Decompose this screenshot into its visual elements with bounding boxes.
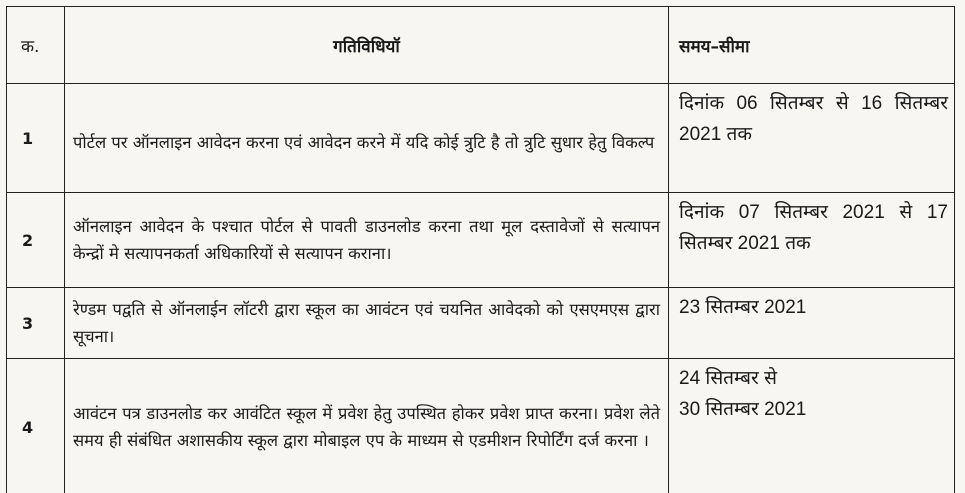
row-time-limit: 23 सितम्बर 2021	[669, 288, 955, 359]
table-row	[7, 288, 955, 359]
row-serial-number: 1	[7, 84, 65, 193]
row-activity: पोर्टल पर ऑनलाइन आवेदन करना एवं आवेदन करने में यदि कोई त्रुटि है तो त्रुटि सुधार हेतु विकल्प	[65, 84, 669, 193]
row-time-limit: दिनांक 06 सितम्बर से 16 सितम्बर 2021 तक	[669, 84, 955, 193]
header-serial-number: क.	[7, 7, 65, 84]
row-serial-number: 4	[7, 359, 65, 493]
row-serial-number: 2	[7, 193, 65, 288]
table-row	[7, 84, 955, 193]
row-activity: ऑनलाइन आवेदन के पश्चात पोर्टल से पावती डाउनलोड करना तथा मूल दस्तावेजों से सत्यापन केन्द्रों मे सत्यापनकर्ता अधिकारियों से सत्यापन कराना।	[65, 193, 669, 288]
table-row	[7, 359, 955, 493]
table-header-row	[7, 7, 955, 84]
header-activities: गतिविधियॉ	[65, 7, 669, 84]
schedule-table	[6, 6, 955, 493]
table-row	[7, 193, 955, 288]
row-time-limit	[669, 359, 955, 493]
row-activity: आवंटन पत्र डाउनलोड कर आवंटित स्कूल में प्रवेश हेतु उपस्थित होकर प्रवेश प्राप्त करना। प्रवेश लेते समय ही संबंधित अशासकीय स्कूल द्वारा मोबाइल एप के माध्यम से एडमीशन रिपोर्टिंग दर्ज करना ।	[65, 359, 669, 493]
row-time-limit-line1: 24 सितम्बर से	[679, 368, 777, 389]
header-time-limit: समय–सीमा	[669, 7, 955, 84]
row-time-limit-line2: 30 सितम्बर 2021	[679, 399, 807, 420]
row-serial-number: 3	[7, 288, 65, 359]
row-time-limit: दिनांक 07 सितम्बर 2021 से 17 सितम्बर 2021 तक	[669, 193, 955, 288]
row-activity: रेण्डम पद्वति से ऑनलाईन लॉटरी द्वारा स्कूल का आवंटन एवं चयनित आवेदको को एसएमएस द्वारा सूचना।	[65, 288, 669, 359]
